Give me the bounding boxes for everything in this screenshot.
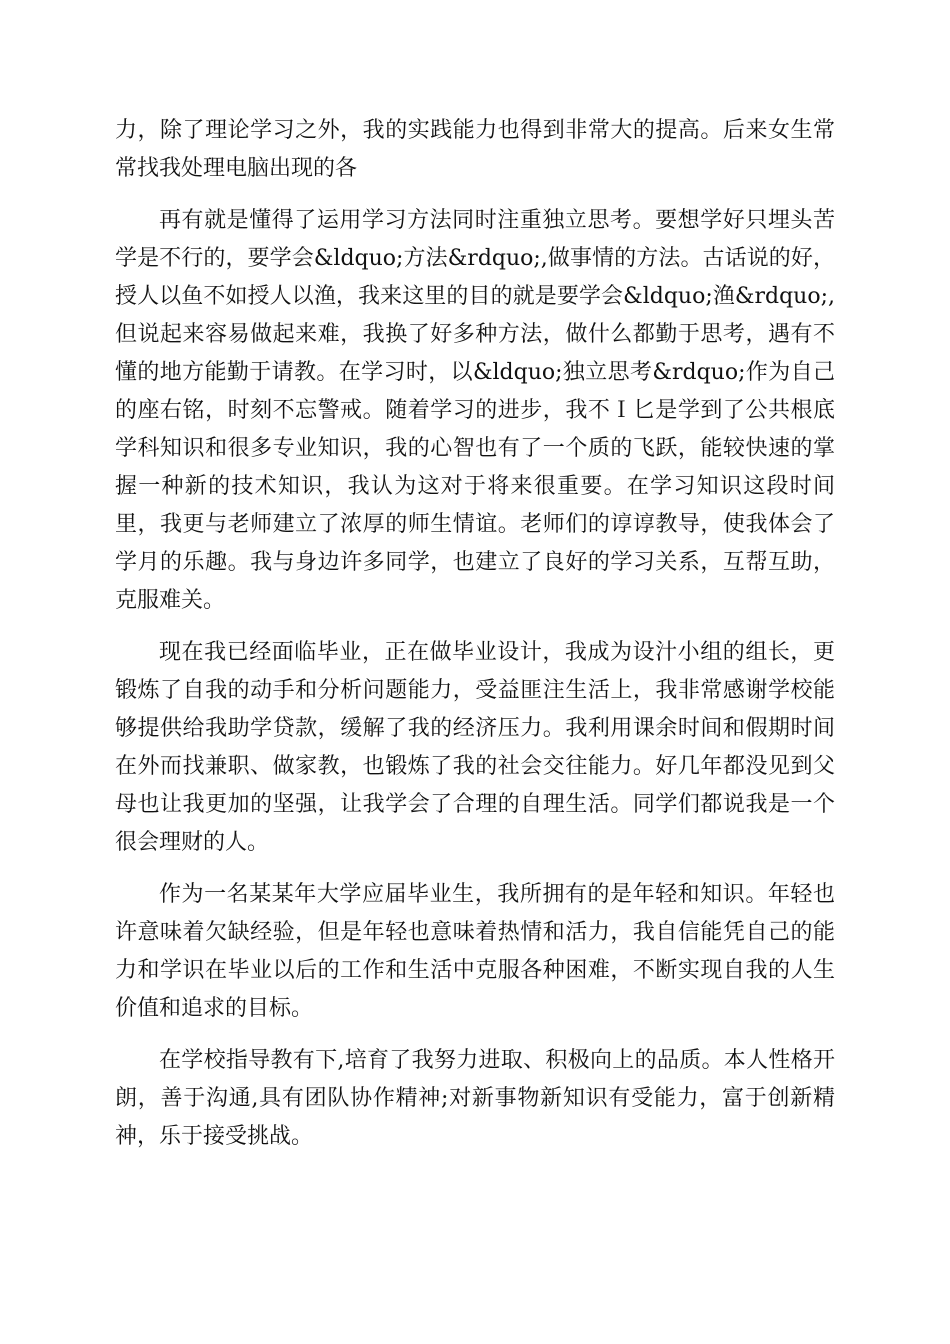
document-body (115, 112, 835, 1156)
paragraph-youth-knowledge: 作为一名某某年大学应届毕业生，我所拥有的是年轻和知识。年轻也许意味着欠缺经验，但是年轻也意味着热情和活力，我自信能凭自己的能力和学识在毕业以后的工作和生活中克服各种困难，不断实现自我的人生价值和追求的目标。 (115, 882, 835, 1021)
paragraph-personal-qualities: 在学校指导教有下,培育了我努力进取、积极向上的品质。本人性格开朗，善于沟通,具有团队协作精神;对新事物新知识有受能力，富于创新精神，乐于接受挑战。 (115, 1048, 835, 1149)
paragraph-graduation-life: 现在我已经面临毕业，正在做毕业设计，我成为设汁小组的组长，更锻炼了自我的动手和分析问题能力，受益匪注生活上，我非常感谢学校能够提供给我助学贷款，缓解了我的经济压力。我利用课余时间和假期时间在外而找兼职、做家教，也锻炼了我的社会交往能力。好几年都没见到父母也让我更加的坚强，让我学会了合理的自理生活。同学们都说我是一个很会理财的人。 (115, 640, 835, 855)
paragraph-continuation: 力，除了理论学习之外，我的实践能力也得到非常大的提高。后来女生常常找我处理电脑出现的各 (115, 118, 835, 181)
paragraph-study-methods: 再有就是懂得了运用学习方法同时注重独立思考。要想学好只埋头苦学是不行的，要学会&ldquo;方法&rdquo;,做事情的方法。古话说的好，授人以鱼不如授人以渔，我来这里的目的就是要学会&ldquo;渔&rdquo;,但说起来容易做起来难，我换了好多种方法，做什么都勤于思考，遇有不懂的地方能勤于请教。在学习时，以&ldquo;独立思考&rdquo;作为自己的座右铭，时刻不忘警戒。随着学习的进步，我不Ｉ匕是学到了公共根底学科知识和很多专业知识，我的心智也有了一个质的飞跃，能较快速的掌握一种新的技术知识，我认为这对于将来很重要。在学习知识这段时间里，我更与老师建立了浓厚的师生情谊。老师们的谆谆教导，使我体会了学月的乐趣。我与身边许多同学，也建立了良好的学习关系，互帮互助，克服难关。 (115, 208, 835, 613)
